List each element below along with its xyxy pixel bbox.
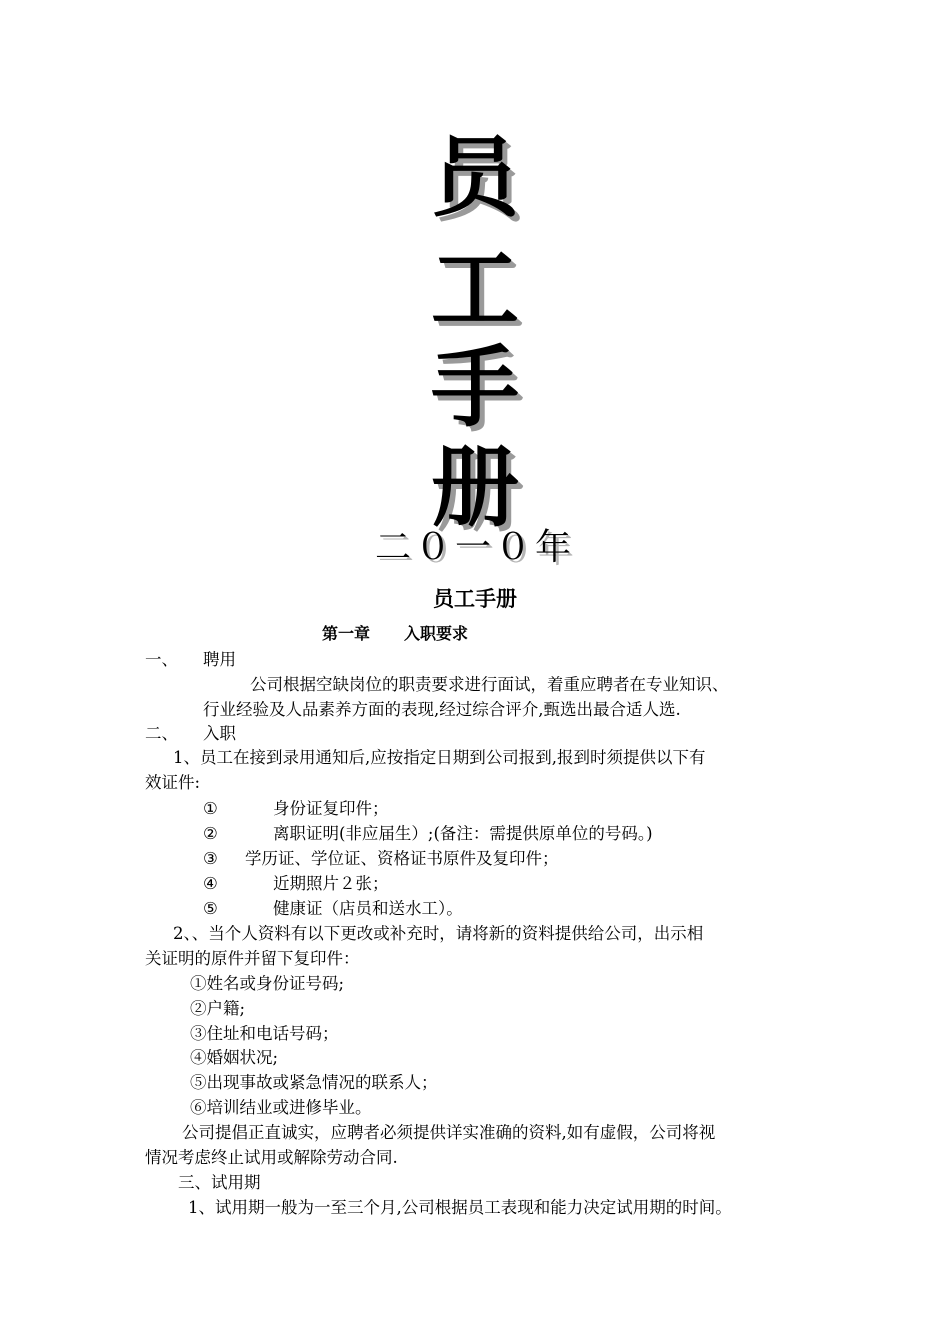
required-document-5: ⑤ 健康证（店员和送水工）。 [203, 899, 463, 918]
section-3-heading: 三、试用期 [178, 1173, 261, 1192]
cover-title-char-4: 册 [430, 436, 519, 539]
required-document-2: ② 离职证明(非应届生）;(备注：需提供原单位的号码。) [203, 824, 653, 843]
section-2-heading [145, 722, 236, 746]
section-1-para-line-2: 行业经验及人品素养方面的表现,经过综合评介,甄选出最合适人选. [203, 700, 681, 719]
section-2-item-2-line-1: 2、、当个人资料有以下更改或补充时，请将新的资料提供给公司，出示相 [173, 924, 704, 943]
section-1-number: 一、 [145, 650, 178, 669]
info-change-item-4: ④婚姻状况; [190, 1048, 279, 1067]
info-change-item-3: ③住址和电话号码； [190, 1024, 339, 1043]
required-document-3: ③ 学历证、学位证、资格证书原件及复印件； [203, 849, 559, 868]
chapter-heading [322, 623, 468, 645]
chapter-title: 入职要求 [404, 624, 469, 643]
cover-year: 二０一０年 [374, 527, 575, 568]
section-1-para-line-1: 公司根据空缺岗位的职责要求进行面试，着重应聘者在专业知识、 [250, 675, 729, 694]
info-change-item-5: ⑤出现事故或紧急情况的联系人； [190, 1073, 438, 1092]
section-2-item-1-line-2: 效证件: [145, 773, 201, 792]
section-2-item-1-line-1: 1、员工在接到录用通知后,应按指定日期到公司报到,报到时须提供以下有 [173, 748, 706, 767]
honesty-para-line-1: 公司提倡正直诚实，应聘者必须提供详实准确的资料,如有虚假，公司将视 [182, 1123, 716, 1142]
info-change-item-1: ①姓名或身份证号码; [190, 974, 345, 993]
document-title: 员工手册 [433, 587, 517, 611]
section-2-number: 二、 [145, 724, 178, 743]
cover-title-char-3: 手 [430, 336, 519, 439]
info-change-item-6: ⑥培训结业或进修毕业。 [190, 1098, 372, 1117]
section-2-title: 入职 [203, 724, 236, 743]
cover-title-char-1: 员 [430, 126, 519, 229]
cover-title-char-2: 工 [430, 238, 519, 341]
section-1-title: 聘用 [203, 650, 236, 669]
required-document-4: ④ 近期照片２张； [203, 874, 389, 893]
section-2-item-2-line-2: 关证明的原件并留下复印件： [145, 949, 360, 968]
info-change-item-2: ②户籍; [190, 999, 246, 1018]
required-document-1: ① 身份证复印件； [203, 799, 389, 818]
honesty-para-line-2: 情况考虑终止试用或解除劳动合同. [145, 1148, 398, 1167]
chapter-number: 第一章 [322, 624, 371, 643]
section-1-heading [145, 648, 236, 672]
section-3-item-1: 1、试用期一般为一至三个月,公司根据员工表现和能力决定试用期的时间。 [188, 1198, 732, 1217]
